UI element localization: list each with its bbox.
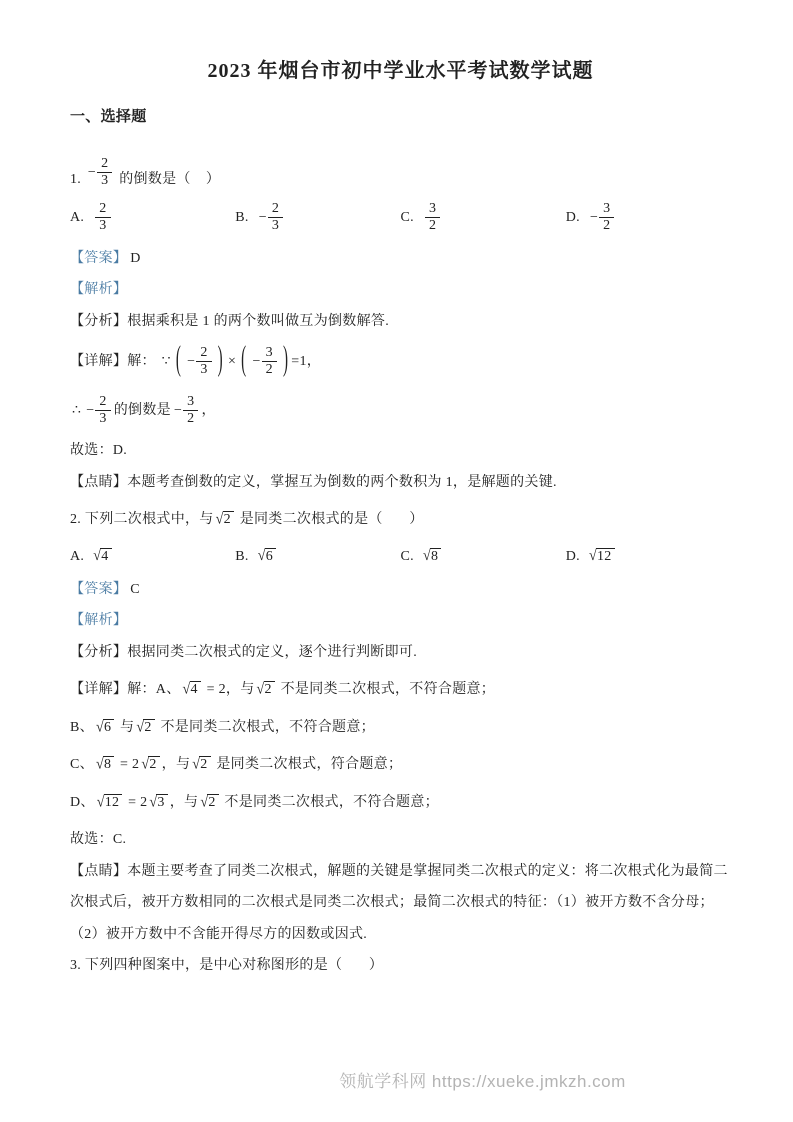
q1-answer-line: [70, 243, 731, 275]
detail-text: 与: [116, 719, 135, 735]
fraction: − $\frac{2}{3}$: [86, 394, 111, 427]
times-symbol: ×: [227, 353, 237, 369]
fraction: 3 2: [424, 201, 440, 234]
answer-value: C: [130, 581, 140, 597]
q1-jiexi-line: [70, 274, 731, 306]
q1-option-d: [566, 201, 731, 234]
question-3-stem: 3. 下列四种图案中，是中心对称图形的是（ ）: [70, 958, 384, 974]
detail-text: C、: [70, 757, 94, 773]
question-1-stem: [70, 142, 731, 189]
q2-options: [70, 548, 731, 566]
left-paren: (: [241, 341, 247, 379]
detail-text: 是同类二次根式，符合题意；: [212, 757, 403, 773]
detail-text: 【详解】解：A、: [70, 682, 181, 698]
fraction: − $\frac{2}{3}$: [259, 201, 284, 234]
sqrt: √2: [216, 512, 234, 527]
option-label: B.: [235, 209, 249, 225]
because-symbol: ∵: [161, 353, 171, 369]
sqrt: √8: [96, 757, 114, 772]
sqrt: √8: [423, 548, 441, 566]
detail-text: = 2，与: [202, 682, 255, 698]
fraction: − $\frac{3}{2}$: [590, 201, 615, 234]
fraction: 2 3: [94, 201, 110, 234]
right-paren: ): [217, 341, 223, 379]
detail-text: = 2: [116, 757, 140, 773]
option-label: A.: [70, 209, 85, 225]
q2-answer-line: [70, 574, 731, 606]
q1-options: [70, 201, 731, 234]
sqrt: √4: [183, 682, 201, 697]
q1-option-b: [235, 201, 400, 234]
option-label: A.: [70, 548, 85, 564]
q2-stem-suffix: 是同类二次根式的是（ ）: [235, 512, 424, 528]
q2-fenxi: 【分析】根据同类二次根式的定义，逐个进行判断即可.: [70, 644, 417, 660]
q2-option-c: [401, 548, 566, 566]
answer-value: D: [130, 250, 141, 266]
sqrt: √6: [96, 720, 114, 735]
q1-guxuan: 故选：D.: [70, 443, 128, 459]
q1-option-a: [70, 201, 235, 234]
conclusion-text: 的倒数是: [113, 403, 171, 419]
q2-detail-b: [70, 712, 731, 744]
detail-text: 不是同类二次根式，不符合题意；: [156, 719, 375, 735]
sqrt: √4: [93, 548, 111, 566]
left-paren: (: [175, 341, 182, 379]
q2-option-d: [566, 548, 731, 566]
sqrt: √12: [97, 795, 123, 810]
detail-text: ，与: [169, 794, 199, 810]
fraction: − $\frac{3}{2}$: [174, 394, 199, 427]
q1-conclusion: [70, 386, 731, 435]
q2-stem-prefix: 2. 下列二次根式中，与: [70, 512, 214, 528]
right-paren: ): [282, 341, 289, 379]
q1-number: 1.: [70, 172, 85, 188]
q2-jiexi-line: [70, 605, 731, 637]
fraction: − $\frac{2}{3}$: [187, 345, 212, 378]
watermark: 领航学科网 https://xueke.jmkzh.com: [339, 1072, 626, 1091]
q1-option-c: [401, 201, 566, 234]
detail-text: 不是同类二次根式，不符合题意；: [220, 794, 439, 810]
q2-detail-a: [70, 674, 731, 706]
fraction: − $\frac{2}{3}$: [88, 156, 113, 189]
page-title: 2023 年烟台市初中学业水平考试数学试题: [207, 60, 594, 82]
detail-text: 不是同类二次根式，不符合题意；: [276, 682, 496, 698]
q2-detail-d: [70, 787, 731, 819]
section-header: 一、选择题: [70, 109, 147, 125]
question-2-stem: [70, 504, 731, 536]
sqrt: √2: [200, 795, 218, 810]
detail-prefix: 【详解】解：: [70, 353, 160, 369]
q1-stem-text: 的倒数是（ ）: [115, 172, 221, 188]
detail-text: B、: [70, 719, 94, 735]
option-label: C.: [400, 548, 414, 564]
jiexi-label: 【解析】: [70, 613, 128, 629]
sqrt: √2: [141, 757, 159, 772]
answer-label: 【答案】: [70, 581, 128, 597]
option-label: D.: [565, 209, 580, 225]
equation-result: =1，: [291, 353, 322, 369]
q1-fenxi: 【分析】根据乘积是 1 的两个数叫做互为倒数解答.: [70, 313, 389, 329]
therefore-symbol: ∴: [72, 403, 82, 419]
q2-option-a: [70, 548, 235, 566]
fraction: − $\frac{3}{2}$: [252, 345, 277, 378]
sqrt: √2: [192, 757, 210, 772]
conclusion-punct: ，: [201, 403, 216, 419]
option-label: B.: [235, 548, 249, 564]
sqrt: √6: [258, 548, 276, 566]
sqrt: √2: [136, 720, 154, 735]
detail-text: = 2: [124, 794, 148, 810]
q1-detail-equation: [70, 337, 731, 386]
answer-label: 【答案】: [70, 250, 128, 266]
q1-dianjing: 【点睛】本题考查倒数的定义，掌握互为倒数的两个数积为 1，是解题的关键.: [70, 474, 557, 490]
detail-text: D、: [70, 794, 95, 810]
jiexi-label: 【解析】: [70, 282, 128, 298]
sqrt: √2: [257, 682, 275, 697]
sqrt: √12: [589, 548, 615, 566]
q2-detail-c: [70, 749, 731, 781]
q2-guxuan: 故选：C.: [70, 832, 127, 848]
option-label: C.: [400, 209, 414, 225]
q2-dianjing: 【点睛】本题主要考查了同类二次根式，解题的关键是掌握同类二次根式的定义：将二次根式化为最简二次根式后，被开方数相同的二次根式是同类二次根式；最简二次根式的特征：（1）被开方数不含分母；（2）被开方数中不含能开得尽方的因数或因式.: [70, 863, 728, 942]
q2-option-b: [235, 548, 400, 566]
sqrt: √3: [149, 795, 167, 810]
detail-text: ，与: [161, 757, 191, 773]
option-label: D.: [565, 548, 580, 564]
